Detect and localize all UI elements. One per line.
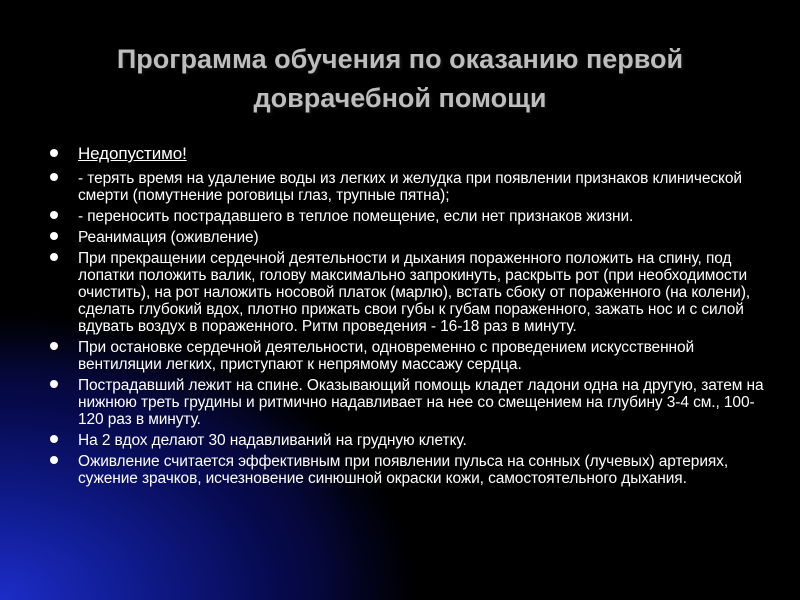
- list-item-text: При остановке сердечной деятельности, одновременно с проведением искусственной вентиляции легких, приступают к непрямому массажу сердца.: [78, 339, 695, 373]
- list-item: [48, 170, 768, 204]
- bullet-icon: [50, 253, 58, 261]
- bullet-icon: [50, 435, 58, 443]
- bullet-icon: [50, 456, 58, 464]
- bullet-icon: [50, 380, 58, 388]
- slide-title: Программа обучения по оказанию первой доврачебной помощи: [116, 44, 684, 113]
- bullet-icon: [50, 342, 58, 350]
- list-item-text: Оживление считается эффективным при появлении пульса на сонных (лучевых) артериях, сужение зрачков, исчезновение синюшной окраски кожи, самостоятельного дыхания.: [78, 453, 729, 487]
- heading-link[interactable]: Недопустимо!: [78, 144, 187, 163]
- bullet-icon: [50, 173, 58, 181]
- list-item-text: При прекращении сердечной деятельности и дыхания пораженного положить на спину, под лопатки положить валик, голову максимально запрокинуть, раскрыть рот (при необходимости очистить), на рот наложить носовой платок (марлю), встать сбоку от пораженного (на колени), сделать глубокий вдох, плотно прижать свои губы к губам пораженного, зажать нос и с силой вдувать воздух в пораженного. Ритм проведения - 16-18 раз в минуту.: [78, 250, 751, 335]
- bullet-icon: [50, 211, 58, 219]
- list-item: [48, 208, 768, 225]
- bullet-icon: [50, 149, 58, 157]
- list-item: [48, 229, 768, 246]
- list-item-text: - переносить пострадавшего в теплое помещение, если нет признаков жизни.: [78, 208, 634, 225]
- list-item: [48, 453, 768, 487]
- bullet-icon: [50, 232, 58, 240]
- list-item-text: На 2 вдох делают 30 надавливаний на грудную клетку.: [78, 432, 467, 449]
- list-item-text: - терять время на удаление воды из легких и желудка при появлении признаков клинической смерти (помутнение роговицы глаз, трупные пятна);: [78, 170, 742, 204]
- list-item: [48, 250, 768, 335]
- list-item-text: Пострадавший лежит на спине. Оказывающий помощь кладет ладони одна на другую, затем на нижнюю треть грудины и ритмично надавливает на нее со смещением на глубину 3-4 см., 100-120 раз в минуту.: [78, 377, 764, 428]
- list-item-text: Реанимация (оживление): [78, 229, 259, 246]
- list-item-heading: [48, 144, 768, 164]
- list-item: [48, 377, 768, 428]
- list-item: [48, 339, 768, 373]
- list-item: [48, 432, 768, 449]
- bullet-list: [48, 144, 768, 491]
